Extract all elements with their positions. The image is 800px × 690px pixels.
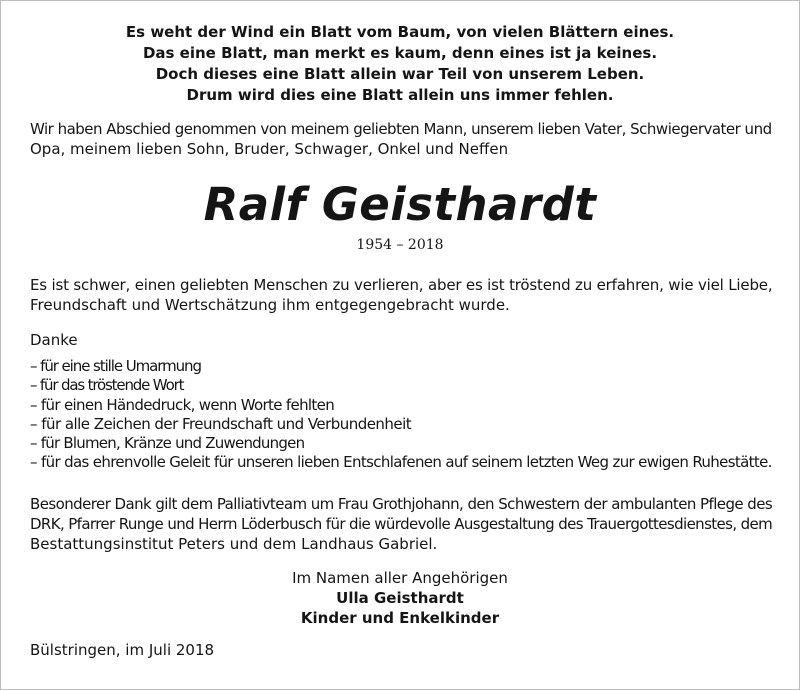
intro-line: Wir haben Abschied genommen von meinem geliebten Mann, unserem lieben Vater, Schwiegervater und xyxy=(30,120,772,138)
comfort-line: Freundschaft und Wertschätzung ihm entgegengebracht wurde. xyxy=(30,296,510,314)
signature-intro: Im Namen aller Angehörigen xyxy=(292,569,508,587)
signature-block xyxy=(0,568,800,628)
poem-line: Drum wird dies eine Blatt allein uns immer fehlen. xyxy=(186,86,614,104)
list-item: – für das tröstende Wort xyxy=(30,376,184,395)
intro-paragraph xyxy=(30,119,772,159)
special-thanks-line: Bestattungsinstitut Peters und dem Landhaus Gabriel. xyxy=(30,535,438,553)
special-thanks-paragraph xyxy=(30,494,772,554)
special-thanks-line: Besonderer Dank gilt dem Palliativteam um Frau Grothjohann, den Schwestern der ambulanten Pflege des xyxy=(30,495,773,513)
deceased-name: Ralf Geisthardt xyxy=(203,178,597,231)
thanks-list xyxy=(30,357,772,473)
list-item: – für eine stille Umarmung xyxy=(30,357,201,375)
place-date: Bülstringen, im Juli 2018 xyxy=(30,641,215,659)
intro-line: Opa, meinem lieben Sohn, Bruder, Schwager, Onkel und Neffen xyxy=(30,140,509,158)
comfort-paragraph xyxy=(30,275,772,315)
signature-family: Kinder und Enkelkinder xyxy=(300,609,500,627)
signature-name: Ulla Geisthardt xyxy=(336,589,464,607)
poem-line: Das eine Blatt, man merkt es kaum, denn eines ist ja keines. xyxy=(142,44,658,62)
list-item: – für alle Zeichen der Freundschaft und Verbundenheit xyxy=(30,414,412,433)
life-dates: 1954 – 2018 xyxy=(356,237,444,253)
memorial-poem xyxy=(0,22,800,106)
list-item: – für das ehrenvolle Geleit für unseren lieben Entschlafenen auf seinem letzten Weg zur ewigen Ruhestätte. xyxy=(30,453,772,472)
list-item: – für einen Händedruck, wenn Worte fehlten xyxy=(30,395,335,414)
comfort-line: Es ist schwer, einen geliebten Menschen zu verlieren, aber es ist tröstend zu erfahren, wie viel Liebe, xyxy=(30,276,773,294)
poem-line: Doch dieses eine Blatt allein war Teil von unserem Leben. xyxy=(155,65,645,83)
poem-line: Es weht der Wind ein Blatt vom Baum, von vielen Blättern eines. xyxy=(125,23,675,41)
special-thanks-line: DRK, Pfarrer Runge und Herrn Löderbusch für die würdevolle Ausgestaltung des Trauergottesdienstes, dem xyxy=(30,515,773,533)
list-item: – für Blumen, Kränze und Zuwendungen xyxy=(30,434,305,453)
thanks-heading: Danke xyxy=(30,331,78,349)
